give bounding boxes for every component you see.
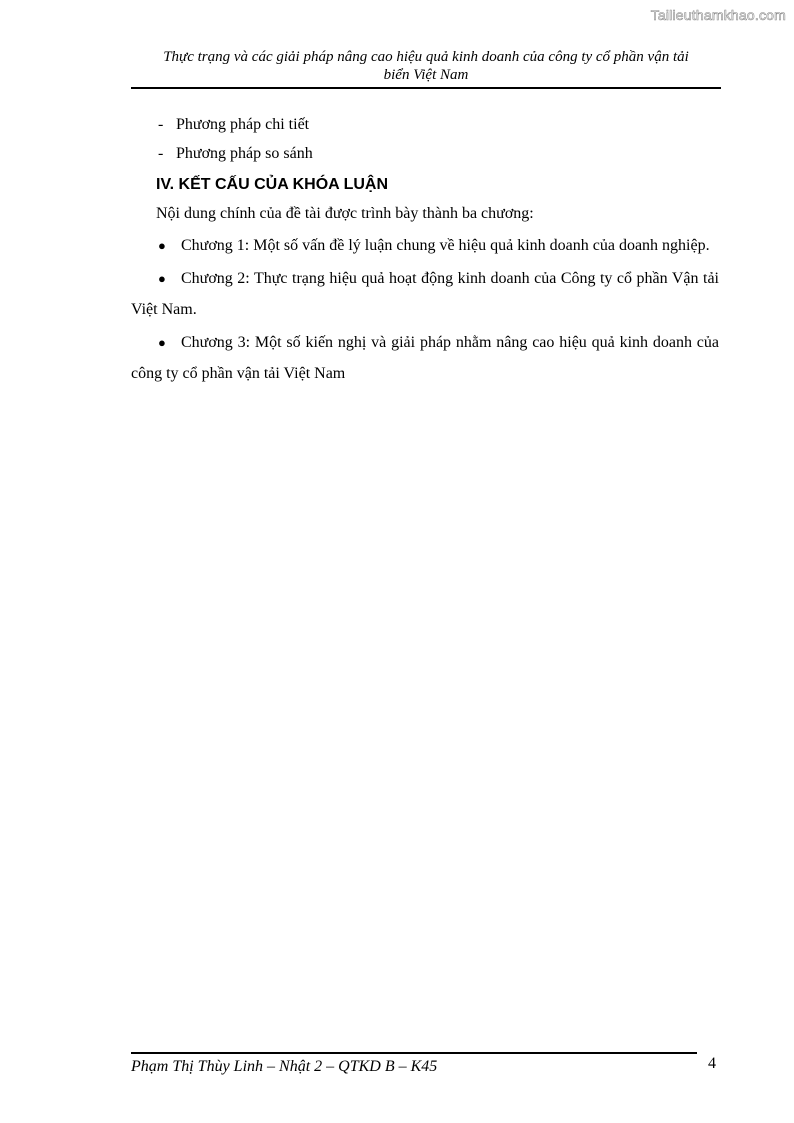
chapter-text: Chương 3: Một số kiến nghị và giải pháp nhằm nâng cao hiệu quả kinh doanh của công ty cổ phần vận tải Việt Nam: [131, 334, 719, 382]
method-item: [131, 142, 719, 171]
page-content: [131, 113, 719, 391]
header-rule: [131, 87, 721, 89]
running-header: [131, 48, 721, 84]
header-title-line-1: Thực trạng và các giải pháp nâng cao hiệu quả kinh doanh của công ty cổ phần vận tải: [163, 49, 689, 65]
bullet-icon: ●: [158, 335, 166, 350]
section-intro: Nội dung chính của đề tài được trình bày thành ba chương:: [156, 205, 534, 222]
bullet-icon: ●: [158, 271, 166, 286]
method-item: [131, 113, 719, 142]
section-heading: IV. KẾT CẤU CỦA KHÓA LUẬN: [156, 176, 389, 193]
method-label: Phương pháp so sánh: [176, 145, 313, 162]
chapter-text: Chương 2: Thực trạng hiệu quả hoạt động kinh doanh của Công ty cổ phần Vận tải Việt Nam.: [131, 270, 719, 318]
chapter-text: Chương 1: Một số vấn đề lý luận chung về hiệu quả kinh doanh của doanh nghiệp.: [181, 237, 710, 254]
dash-marker: -: [158, 145, 164, 162]
chapter-item: [131, 327, 719, 389]
footer-rule: [131, 1052, 697, 1054]
footer-author: Phạm Thị Thùy Linh – Nhật 2 – QTKD B – K45: [131, 1058, 438, 1075]
page-number: 4: [708, 1055, 716, 1072]
bullet-icon: ●: [158, 238, 166, 253]
chapter-item: [131, 230, 719, 261]
dash-marker: -: [158, 116, 164, 133]
method-label: Phương pháp chi tiết: [176, 116, 310, 133]
chapter-item: [131, 263, 719, 325]
header-title-line-2: biển Việt Nam: [383, 67, 469, 83]
watermark: Tailieuthamkhao.com: [650, 7, 786, 23]
